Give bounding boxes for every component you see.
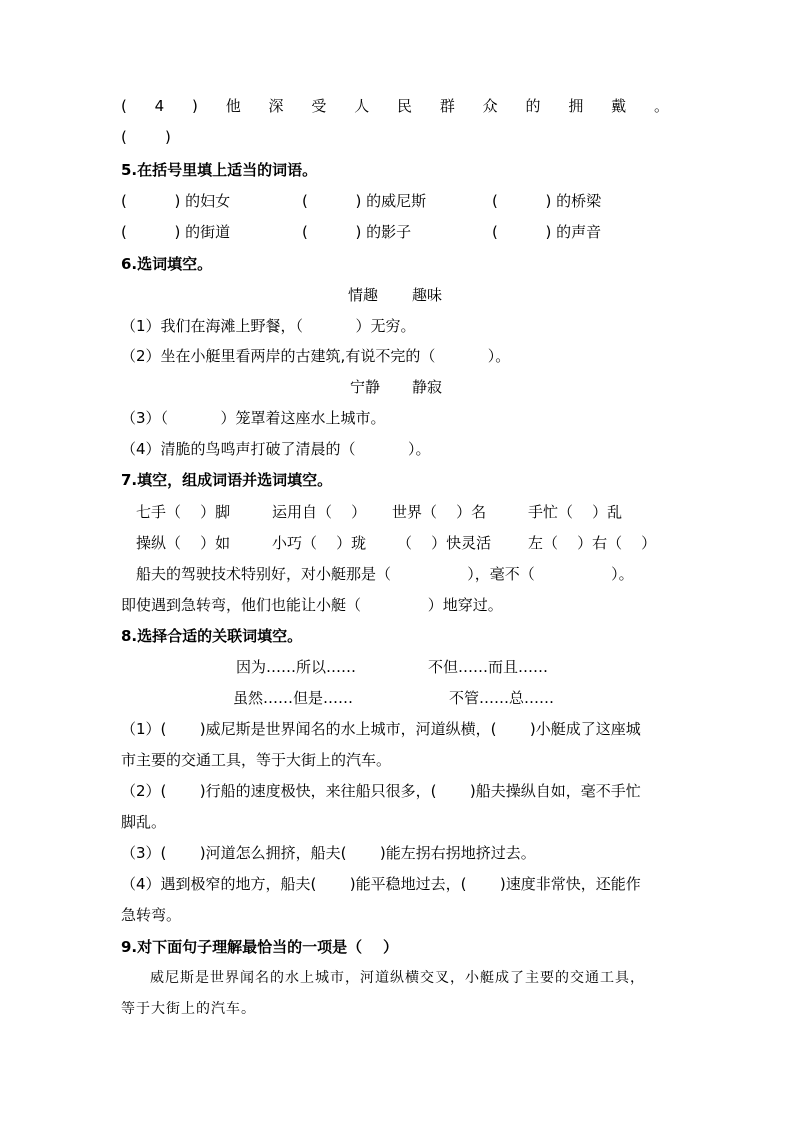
q7-sentence-1: 船夫的驾驶技术特别好，对小艇那是（ ），毫不（ ）。: [136, 565, 634, 583]
q4-sentence-line: [121, 96, 669, 116]
q5-blank-3[interactable]: ( ) 的桥梁: [492, 192, 602, 210]
q6-word-option: 情趣: [348, 286, 379, 304]
q4-token: 民: [397, 97, 413, 115]
q4-token: 群: [439, 97, 455, 115]
q6-heading: 6.选词填空。: [121, 255, 213, 273]
q8-item-2-line-2: 脚乱。: [121, 813, 167, 831]
q5-blank-1[interactable]: ( ) 的妇女: [121, 192, 231, 210]
q6-word-option: 宁静: [350, 378, 381, 396]
q9-quote-line-1: 威尼斯是世界闻名的水上城市，河道纵横交叉，小艇成了主要的交通工具，: [150, 970, 645, 986]
q8-item-1-line-1: （1）( )威尼斯是世界闻名的水上城市，河道纵横，( )小艇成了这座城: [121, 720, 641, 738]
q4-token: 。: [653, 97, 669, 115]
q6-item-3: （3）（ ）笼罩着这座水上城市。: [121, 409, 386, 427]
q7-heading: 7.填空，组成词语并选词填空。: [121, 471, 333, 489]
q8-conjunction-pair: 虽然……但是……: [233, 689, 354, 707]
q4-token: 拥: [568, 97, 584, 115]
q8-conjunction-pair: 不管……总……: [449, 689, 555, 707]
q7-sentence-2: 即使遇到急转弯，他们也能让小艇（ ）地穿过。: [121, 596, 503, 614]
q5-heading: 5.在括号里填上适当的词语。: [121, 161, 318, 179]
q8-item-3: （3）( )河道怎么拥挤，船夫( )能左拐右拐地挤过去。: [121, 844, 536, 862]
q8-item-1-line-2: 市主要的交通工具，等于大街上的汽车。: [121, 751, 392, 769]
q8-conjunction-pair: 因为……所以……: [236, 658, 357, 676]
q4-token: 受: [311, 97, 327, 115]
q7-idiom[interactable]: 七手（ ）脚: [136, 503, 231, 521]
q6-word-option: 趣味: [412, 286, 443, 304]
q5-blank-2[interactable]: ( ) 的威尼斯: [302, 192, 427, 210]
q7-idiom[interactable]: （ ）快灵活: [397, 534, 492, 552]
q8-heading: 8.选择合适的关联词填空。: [121, 627, 303, 645]
q4-token: 4: [154, 97, 165, 115]
q6-item-1: （1）我们在海滩上野餐，（ ）无穷。: [121, 317, 416, 335]
q8-item-4-line-1: （4）遇到极窄的地方，船夫( )能平稳地过去，( )速度非常快，还能作: [121, 875, 641, 893]
q8-conjunction-pair: 不但……而且……: [428, 658, 549, 676]
q4-token: ): [192, 97, 198, 115]
q9-quote-line-2: 等于大街上的汽车。: [121, 1001, 256, 1017]
q5-blank-5[interactable]: ( ) 的影子: [302, 223, 412, 241]
q7-idiom[interactable]: 世界（ ）名: [392, 503, 487, 521]
q4-token: 众: [482, 97, 498, 115]
q7-idiom[interactable]: 运用自（ ）: [272, 503, 367, 521]
q6-word-option: 静寂: [412, 378, 443, 396]
q7-idiom[interactable]: 操纵（ ）如: [136, 534, 231, 552]
q4-token: 戴: [611, 97, 627, 115]
q7-idiom[interactable]: 左（ ）右（ ）: [528, 534, 657, 552]
q4-token: 深: [268, 97, 284, 115]
q5-blank-6[interactable]: ( ) 的声音: [492, 223, 602, 241]
q6-item-2: （2）坐在小艇里看两岸的古建筑,有说不完的（ ）。: [121, 347, 511, 365]
q8-item-2-line-1: （2）( )行船的速度极快，来往船只很多，( )船夫操纵自如，毫不手忙: [121, 782, 641, 800]
q8-item-4-line-2: 急转弯。: [121, 906, 182, 924]
q4-token: 人: [354, 97, 370, 115]
q4-token: 他: [225, 97, 241, 115]
q7-idiom[interactable]: 手忙（ ）乱: [528, 503, 623, 521]
q9-heading: 9.对下面句子理解最恰当的一项是（ ）: [121, 938, 399, 956]
q7-idiom[interactable]: 小巧（ ）珑: [272, 534, 367, 552]
q4-token: (: [121, 97, 127, 115]
q5-blank-4[interactable]: ( ) 的街道: [121, 223, 231, 241]
q4-token: 的: [525, 97, 541, 115]
q6-item-4: （4）清脆的鸟鸣声打破了清晨的（ ）。: [121, 440, 431, 458]
q4-answer-blank[interactable]: ( ): [121, 128, 171, 146]
